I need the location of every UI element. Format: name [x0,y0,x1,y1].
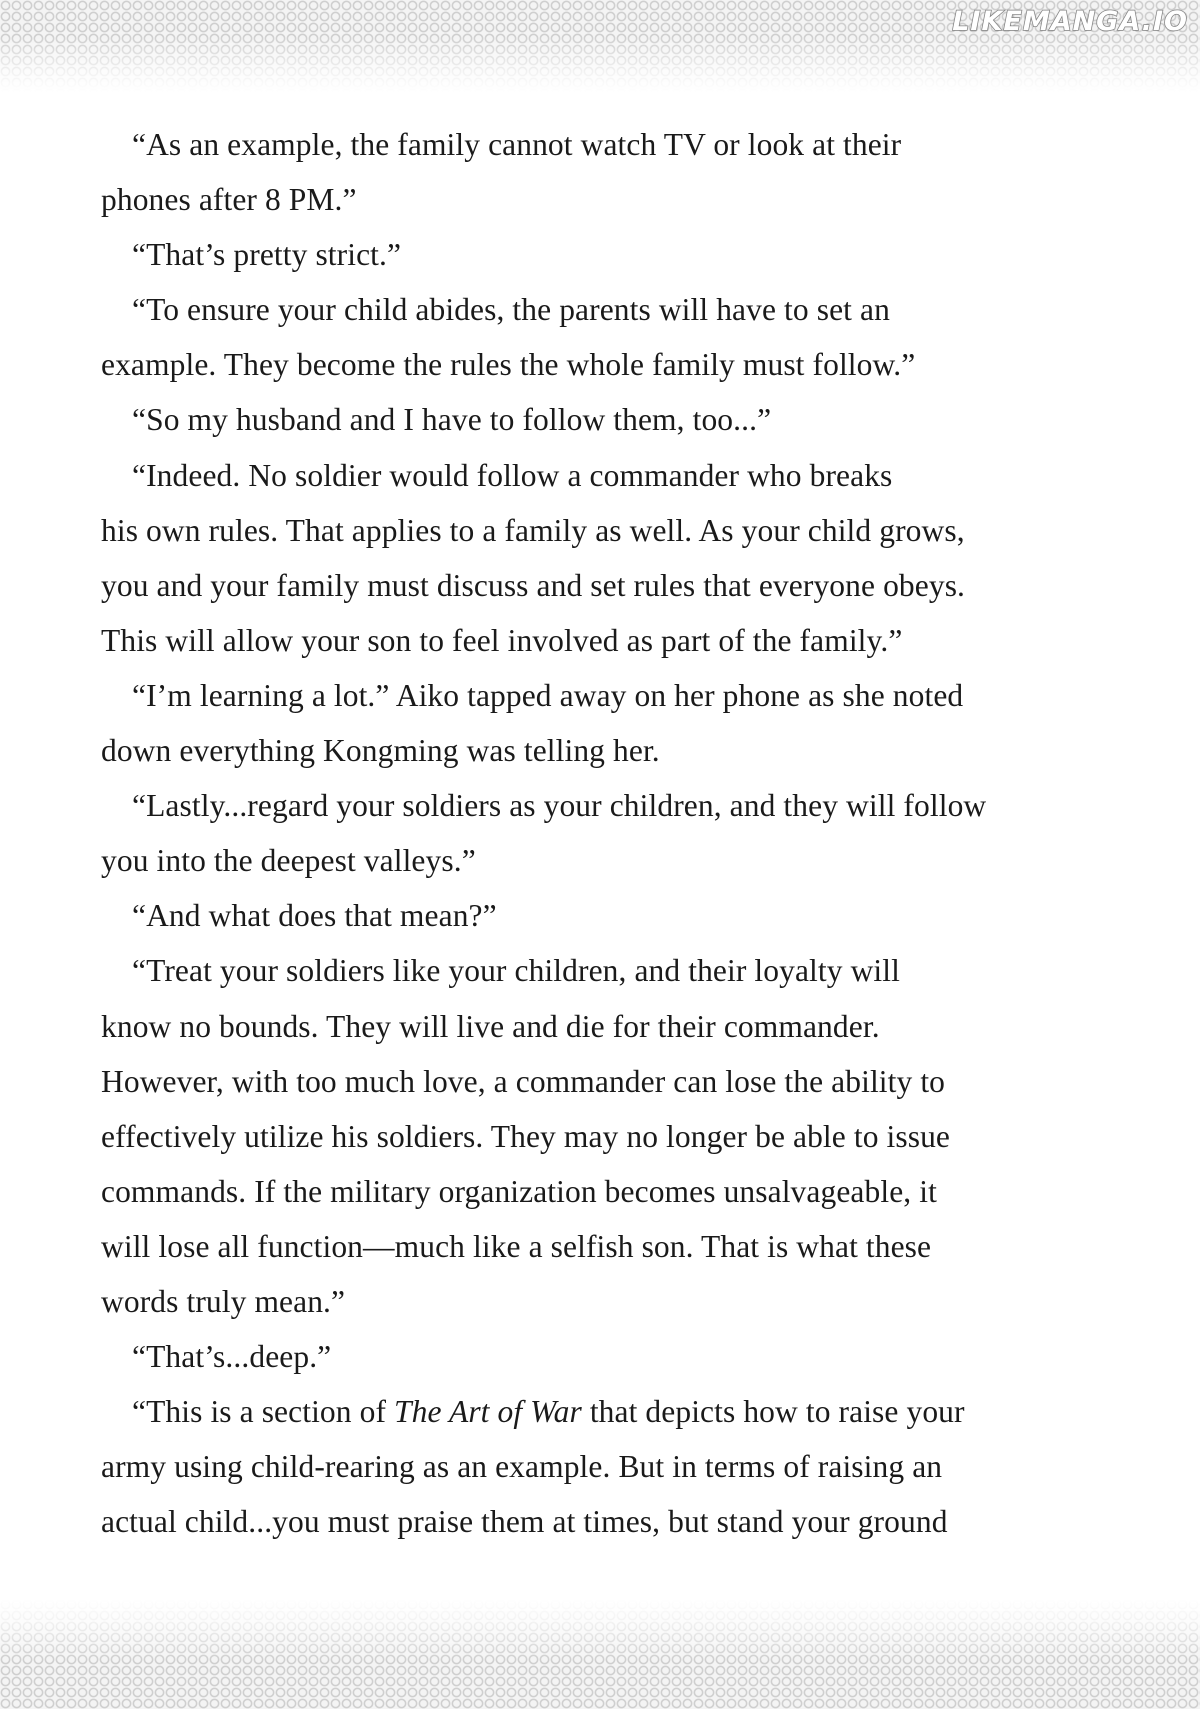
text-line-segment: “This is a section of [132,1394,395,1430]
book-title-italic: The Art of War [394,1394,582,1430]
text-line: “Treat your soldiers like your children, and their loyalty will [132,953,900,989]
text-line [101,1384,1101,1439]
text-line: “To ensure your child abides, the parents will have to set an [132,292,890,328]
text-line: “I’m learning a lot.” Aiko tapped away on her phone as she noted [132,677,964,713]
text-line: will lose all function—much like a selfish son. That is what these [101,1228,932,1264]
text-line: you into the deepest valleys.” [101,843,476,879]
text-line: down everything Kongming was telling her. [101,733,660,769]
text-line: army using child-rearing as an example. But in terms of raising an [101,1449,943,1485]
bottom-pattern-band [0,1599,1200,1709]
text-line: actual child...you must praise them at times, but stand your ground [101,1504,948,1540]
text-line: “So my husband and I have to follow them, too...” [132,402,772,438]
text-line: “Indeed. No soldier would follow a commander who breaks [132,457,893,493]
text-line: example. They become the rules the whole family must follow.” [101,347,916,383]
text-line-segment: that depicts how to raise your [581,1394,965,1430]
text-line: “And what does that mean?” [132,898,497,934]
text-line: phones after 8 PM.” [101,182,357,218]
text-line: his own rules. That applies to a family as well. As your child grows, [101,512,965,548]
text-line: words truly mean.” [101,1283,346,1319]
text-line: “That’s...deep.” [132,1339,332,1375]
watermark-logo: LIKEMANGA.IO [952,6,1188,37]
text-line: This will allow your son to feel involved as part of the family.” [101,622,903,658]
text-line: “That’s pretty strict.” [132,237,402,273]
text-line: commands. If the military organization becomes unsalvageable, it [101,1173,937,1209]
text-line: you and your family must discuss and set rules that everyone obeys. [101,567,966,603]
text-line: “Lastly...regard your soldiers as your children, and they will follow [132,788,987,824]
text-line: know no bounds. They will live and die for their commander. [101,1008,880,1044]
page-body-text [101,117,1101,1549]
text-line: “As an example, the family cannot watch TV or look at their [132,127,902,162]
text-line: However, with too much love, a commander can lose the ability to [101,1063,946,1099]
text-line: effectively utilize his soldiers. They may no longer be able to issue [101,1118,951,1154]
